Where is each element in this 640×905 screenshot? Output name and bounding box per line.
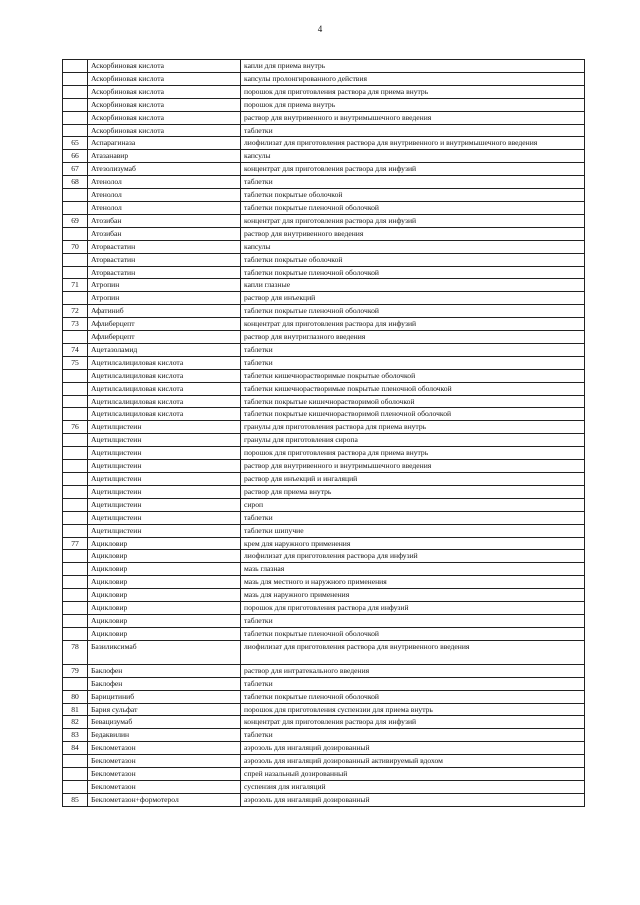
dosage-form: раствор для интратекального введения (241, 664, 585, 677)
table-row (63, 780, 585, 793)
table-row (63, 72, 585, 85)
dosage-form: аэрозоль для ингаляций дозированный активируемый вдохом (241, 755, 585, 768)
row-number (63, 382, 88, 395)
table-row (63, 447, 585, 460)
drug-name: Ацетилцистеин (88, 473, 241, 486)
drug-name: Ацикловир (88, 537, 241, 550)
drug-name: Афатиниб (88, 305, 241, 318)
row-number (63, 460, 88, 473)
row-number (63, 768, 88, 781)
drug-name: Бевацизумаб (88, 716, 241, 729)
table-row (63, 318, 585, 331)
table-row (63, 524, 585, 537)
drug-name: Ацетилцистеин (88, 511, 241, 524)
table-row (63, 176, 585, 189)
drug-name: Атенолол (88, 201, 241, 214)
table-row (63, 755, 585, 768)
dosage-form: порошок для приготовления раствора для приема внутрь (241, 85, 585, 98)
table-row (63, 627, 585, 640)
table-row (63, 124, 585, 137)
dosage-form: таблетки кишечнорастворимые покрытые пленочной оболочкой (241, 382, 585, 395)
dosage-form: лиофилизат для приготовления раствора для внутривенного введения (241, 640, 585, 664)
drug-name: Ацетилсалициловая кислота (88, 408, 241, 421)
dosage-form: таблетки покрытые пленочной оболочкой (241, 201, 585, 214)
drug-name: Беклометазон (88, 780, 241, 793)
row-number (63, 602, 88, 615)
dosage-form: таблетки покрытые кишечнорастворимой оболочкой (241, 395, 585, 408)
row-number (63, 511, 88, 524)
row-number (63, 292, 88, 305)
table-row (63, 189, 585, 202)
dosage-form: таблетки (241, 343, 585, 356)
drug-name: Аскорбиновая кислота (88, 72, 241, 85)
table-row (63, 266, 585, 279)
row-number: 72 (63, 305, 88, 318)
row-number: 68 (63, 176, 88, 189)
dosage-form: таблетки покрытые кишечнорастворимой пленочной оболочкой (241, 408, 585, 421)
table-row (63, 227, 585, 240)
table-row (63, 137, 585, 150)
table-row (63, 214, 585, 227)
row-number (63, 614, 88, 627)
table-row (63, 111, 585, 124)
dosage-form: раствор для внутриглазного введения (241, 331, 585, 344)
table-row (63, 408, 585, 421)
row-number (63, 780, 88, 793)
row-number (63, 576, 88, 589)
row-number (63, 677, 88, 690)
dosage-form: мазь глазная (241, 563, 585, 576)
table-row (63, 589, 585, 602)
table-row (63, 201, 585, 214)
dosage-form: раствор для инъекций и ингаляций (241, 473, 585, 486)
table-row (63, 563, 585, 576)
row-number (63, 253, 88, 266)
row-number: 85 (63, 793, 88, 806)
dosage-form: порошок для приготовления суспензии для приема внутрь (241, 703, 585, 716)
drug-name: Барицитиниб (88, 690, 241, 703)
row-number (63, 755, 88, 768)
row-number: 65 (63, 137, 88, 150)
drug-name: Ацикловир (88, 602, 241, 615)
drug-name: Ацикловир (88, 576, 241, 589)
dosage-form: таблетки (241, 176, 585, 189)
drug-name: Атозибан (88, 227, 241, 240)
dosage-form: таблетки (241, 511, 585, 524)
table-row (63, 703, 585, 716)
table-row (63, 716, 585, 729)
row-number: 78 (63, 640, 88, 664)
row-number: 69 (63, 214, 88, 227)
row-number: 75 (63, 356, 88, 369)
row-number: 66 (63, 150, 88, 163)
drug-name: Ацетилсалициловая кислота (88, 356, 241, 369)
drug-name: Атезолизумаб (88, 163, 241, 176)
dosage-form: капсулы (241, 150, 585, 163)
dosage-form: таблетки (241, 614, 585, 627)
drug-name: Атропин (88, 279, 241, 292)
table-row (63, 473, 585, 486)
dosage-form: мазь для местного и наружного применения (241, 576, 585, 589)
drug-name: Афлиберцепт (88, 331, 241, 344)
dosage-form: капли для приема внутрь (241, 60, 585, 73)
row-number (63, 266, 88, 279)
table-row (63, 550, 585, 563)
table-row (63, 677, 585, 690)
drug-name: Атенолол (88, 176, 241, 189)
dosage-form: крем для наружного применения (241, 537, 585, 550)
dosage-form: спрей назальный дозированный (241, 768, 585, 781)
drug-name: Беклометазон+формотерол (88, 793, 241, 806)
dosage-form: порошок для приема внутрь (241, 98, 585, 111)
table-row (63, 664, 585, 677)
table-row (63, 768, 585, 781)
row-number: 80 (63, 690, 88, 703)
row-number (63, 447, 88, 460)
page-number: 4 (317, 24, 323, 34)
table-row (63, 163, 585, 176)
table-row (63, 85, 585, 98)
row-number (63, 498, 88, 511)
table-row (63, 434, 585, 447)
table-row (63, 356, 585, 369)
row-number (63, 189, 88, 202)
drug-name: Ацикловир (88, 614, 241, 627)
drug-name: Ацетилцистеин (88, 421, 241, 434)
table-row (63, 602, 585, 615)
row-number (63, 434, 88, 447)
table-row (63, 395, 585, 408)
row-number: 79 (63, 664, 88, 677)
dosage-form: раствор для инъекций (241, 292, 585, 305)
row-number (63, 98, 88, 111)
row-number: 84 (63, 742, 88, 755)
drug-name: Ацикловир (88, 563, 241, 576)
drug-name: Атропин (88, 292, 241, 305)
drug-name: Ацетилцистеин (88, 447, 241, 460)
row-number: 71 (63, 279, 88, 292)
row-number (63, 589, 88, 602)
table-row (63, 537, 585, 550)
table-row (63, 150, 585, 163)
drug-name: Ацетилсалициловая кислота (88, 382, 241, 395)
dosage-form: таблетки покрытые пленочной оболочкой (241, 690, 585, 703)
table-row (63, 240, 585, 253)
dosage-form: раствор для внутривенного и внутримышечного введения (241, 111, 585, 124)
table-row (63, 614, 585, 627)
row-number (63, 408, 88, 421)
table-row (63, 640, 585, 664)
row-number (63, 395, 88, 408)
dosage-form: таблетки покрытые оболочкой (241, 253, 585, 266)
drug-name: Беклометазон (88, 755, 241, 768)
dosage-form: таблетки покрытые пленочной оболочкой (241, 305, 585, 318)
row-number (63, 627, 88, 640)
table-row (63, 460, 585, 473)
table-row (63, 305, 585, 318)
drug-name: Аторвастатин (88, 253, 241, 266)
drug-name: Аторвастатин (88, 240, 241, 253)
drug-name: Бедаквилин (88, 729, 241, 742)
drug-name: Ацикловир (88, 589, 241, 602)
dosage-form: таблетки (241, 124, 585, 137)
row-number (63, 331, 88, 344)
dosage-form: суспензия для ингаляций (241, 780, 585, 793)
drug-name: Баклофен (88, 677, 241, 690)
table-row (63, 382, 585, 395)
table-row (63, 292, 585, 305)
drug-name: Аскорбиновая кислота (88, 98, 241, 111)
table-row (63, 60, 585, 73)
dosage-form: порошок для приготовления раствора для приема внутрь (241, 447, 585, 460)
row-number: 81 (63, 703, 88, 716)
dosage-form: сироп (241, 498, 585, 511)
drug-name: Ацетилцистеин (88, 498, 241, 511)
drug-name: Беклометазон (88, 742, 241, 755)
dosage-form: капли глазные (241, 279, 585, 292)
dosage-form: таблетки (241, 356, 585, 369)
dosage-form: гранулы для приготовления раствора для приема внутрь (241, 421, 585, 434)
row-number (63, 550, 88, 563)
drug-name: Ацетилцистеин (88, 485, 241, 498)
drug-name: Аскорбиновая кислота (88, 85, 241, 98)
drug-name: Ацикловир (88, 550, 241, 563)
dosage-form: порошок для приготовления раствора для инфузий (241, 602, 585, 615)
drug-name: Ацетилсалициловая кислота (88, 369, 241, 382)
row-number: 76 (63, 421, 88, 434)
row-number (63, 124, 88, 137)
dosage-form: мазь для наружного применения (241, 589, 585, 602)
drug-name: Ацетазоламид (88, 343, 241, 356)
dosage-form: лиофилизат для приготовления раствора для внутривенного и внутримышечного введения (241, 137, 585, 150)
dosage-form: таблетки покрытые пленочной оболочкой (241, 627, 585, 640)
row-number (63, 524, 88, 537)
drug-name: Ацетилсалициловая кислота (88, 395, 241, 408)
dosage-form: таблетки (241, 677, 585, 690)
dosage-form: концентрат для приготовления раствора для инфузий (241, 163, 585, 176)
table-row (63, 421, 585, 434)
row-number: 67 (63, 163, 88, 176)
dosage-form: таблетки покрытые пленочной оболочкой (241, 266, 585, 279)
dosage-form: раствор для внутривенного и внутримышечного введения (241, 460, 585, 473)
row-number: 82 (63, 716, 88, 729)
row-number (63, 85, 88, 98)
table-row (63, 369, 585, 382)
row-number (63, 473, 88, 486)
drug-name: Аскорбиновая кислота (88, 60, 241, 73)
row-number (63, 111, 88, 124)
table-row (63, 98, 585, 111)
table-row (63, 485, 585, 498)
row-number (63, 201, 88, 214)
drug-name: Атенолол (88, 189, 241, 202)
dosage-form: аэрозоль для ингаляций дозированный (241, 793, 585, 806)
dosage-form: концентрат для приготовления раствора для инфузий (241, 318, 585, 331)
table-row (63, 253, 585, 266)
dosage-form: капсулы (241, 240, 585, 253)
dosage-form: аэрозоль для ингаляций дозированный (241, 742, 585, 755)
drug-name: Бария сульфат (88, 703, 241, 716)
dosage-form: раствор для внутривенного введения (241, 227, 585, 240)
drug-name: Ацетилцистеин (88, 524, 241, 537)
dosage-form: капсулы пролонгированного действия (241, 72, 585, 85)
dosage-form: таблетки покрытые оболочкой (241, 189, 585, 202)
drug-name: Аспарагиназа (88, 137, 241, 150)
dosage-form: таблетки шипучие (241, 524, 585, 537)
drug-name: Аскорбиновая кислота (88, 124, 241, 137)
row-number: 70 (63, 240, 88, 253)
table-row (63, 498, 585, 511)
drug-name: Базиликсимаб (88, 640, 241, 664)
table-row (63, 742, 585, 755)
drug-name: Аскорбиновая кислота (88, 111, 241, 124)
row-number (63, 60, 88, 73)
dosage-form: гранулы для приготовления сиропа (241, 434, 585, 447)
table-row (63, 343, 585, 356)
row-number (63, 72, 88, 85)
row-number: 74 (63, 343, 88, 356)
drug-name: Беклометазон (88, 768, 241, 781)
drug-name: Ацикловир (88, 627, 241, 640)
dosage-form: раствор для приема внутрь (241, 485, 585, 498)
table-row (63, 576, 585, 589)
table-row (63, 729, 585, 742)
row-number (63, 369, 88, 382)
drug-name: Атазанавир (88, 150, 241, 163)
dosage-form: концентрат для приготовления раствора для инфузий (241, 214, 585, 227)
table-row (63, 690, 585, 703)
dosage-form: таблетки кишечнорастворимые покрытые оболочкой (241, 369, 585, 382)
row-number (63, 227, 88, 240)
dosage-form: лиофилизат для приготовления раствора для инфузий (241, 550, 585, 563)
drug-name: Атозибан (88, 214, 241, 227)
drug-name: Аторвастатин (88, 266, 241, 279)
drug-table (62, 59, 585, 807)
drug-name: Ацетилцистеин (88, 434, 241, 447)
row-number: 77 (63, 537, 88, 550)
row-number (63, 485, 88, 498)
drug-name: Афлиберцепт (88, 318, 241, 331)
row-number: 83 (63, 729, 88, 742)
table-row (63, 511, 585, 524)
row-number: 73 (63, 318, 88, 331)
drug-name: Баклофен (88, 664, 241, 677)
table-row (63, 793, 585, 806)
dosage-form: таблетки (241, 729, 585, 742)
row-number (63, 563, 88, 576)
table-row (63, 331, 585, 344)
drug-name: Ацетилцистеин (88, 460, 241, 473)
table-row (63, 279, 585, 292)
dosage-form: концентрат для приготовления раствора для инфузий (241, 716, 585, 729)
